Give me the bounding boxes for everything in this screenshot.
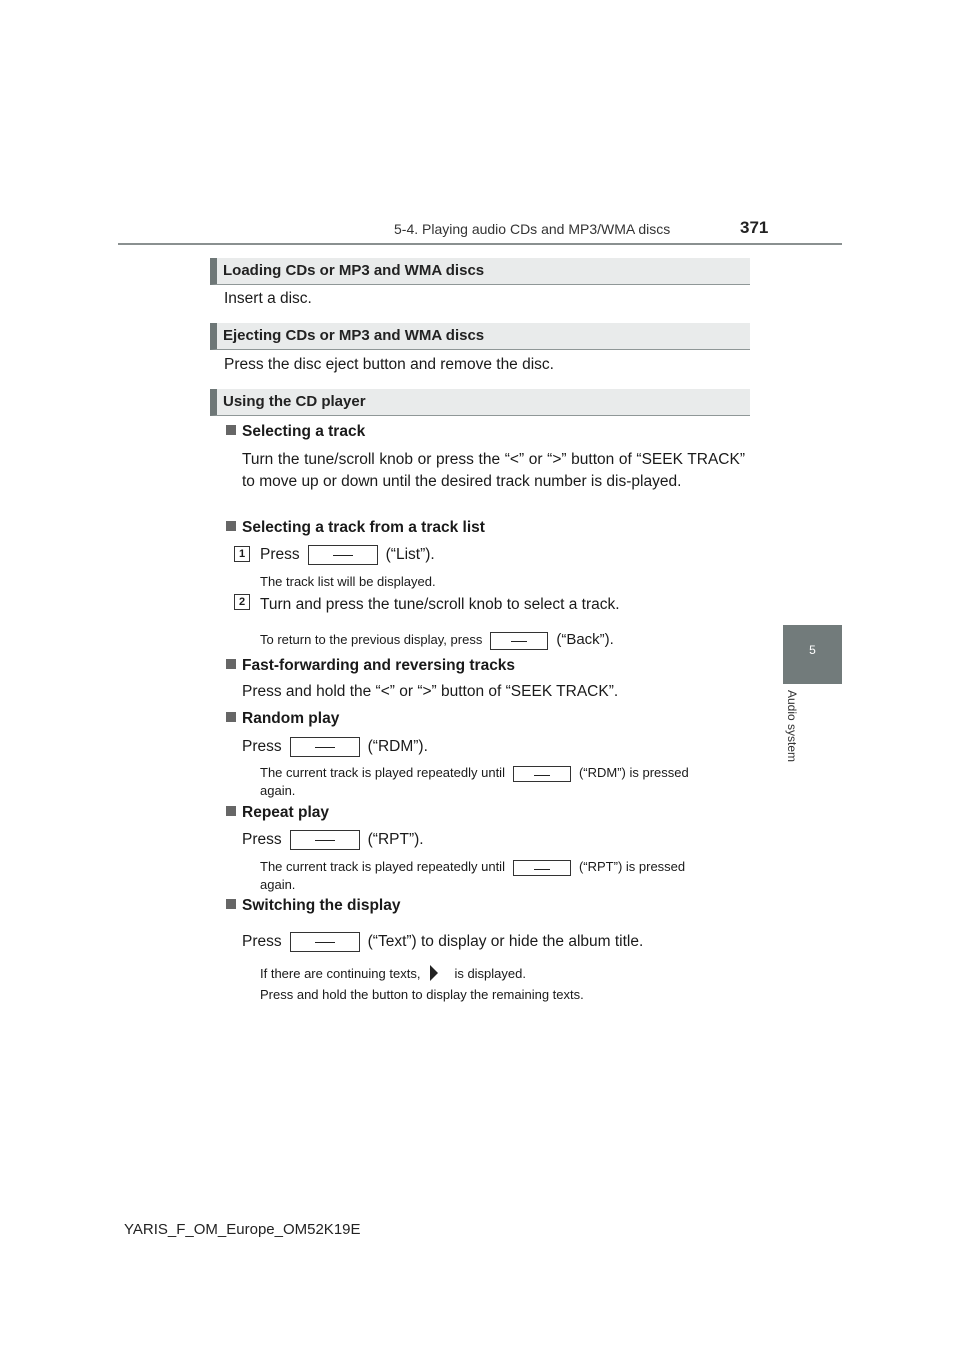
square-bullet-icon bbox=[226, 712, 236, 722]
step1-note: The track list will be displayed. bbox=[260, 574, 436, 589]
chapter-title: 5-4. Playing audio CDs and MP3/WMA discs bbox=[394, 221, 671, 237]
select-track-text: Turn the tune/scroll knob or press the “<” or “>” button of “SEEK TRACK” to move up or down until the desired track number is dis-played. bbox=[242, 451, 745, 490]
fast-forward-text: Press and hold the “<” or “>” button of “SEEK TRACK”. bbox=[242, 683, 619, 700]
random-note: The current track is played repeatedly until (“RDM”) is pressed again. bbox=[260, 765, 689, 798]
step2-instruction: Turn and press the tune/scroll knob to select a track. bbox=[260, 596, 620, 613]
section-heading-using: Using the CD player bbox=[210, 389, 750, 416]
switch-display-note2: Press and hold the button to display the remaining texts. bbox=[260, 987, 584, 1002]
step2-note: To return to the previous display, press (“Back”). bbox=[260, 631, 614, 648]
page-number: 371 bbox=[740, 218, 769, 237]
square-bullet-icon bbox=[226, 425, 236, 435]
section-heading-loading: Loading CDs or MP3 and WMA discs bbox=[210, 258, 750, 285]
rpt-button[interactable] bbox=[290, 830, 360, 850]
rpt-button-ref[interactable] bbox=[513, 860, 571, 876]
chapter-tab-label: Audio system bbox=[785, 690, 799, 763]
square-bullet-icon bbox=[226, 806, 236, 816]
square-bullet-icon bbox=[226, 899, 236, 909]
item-title-repeat: Repeat play bbox=[226, 804, 329, 822]
section-heading-ejecting: Ejecting CDs or MP3 and WMA discs bbox=[210, 323, 750, 350]
item-title-select-track: Selecting a track bbox=[226, 423, 365, 441]
item-title-track-list: Selecting a track from a track list bbox=[226, 519, 485, 537]
repeat-instruction: Press (“RPT”). bbox=[242, 831, 424, 849]
random-instruction: Press (“RDM”). bbox=[242, 738, 428, 756]
item-title-switch-display: Switching the display bbox=[226, 897, 400, 915]
item-title-random: Random play bbox=[226, 710, 339, 728]
step-number-1: 1 bbox=[234, 546, 250, 562]
step1-instruction: Press (“List”). bbox=[260, 546, 435, 564]
document-id: YARIS_F_OM_Europe_OM52K19E bbox=[124, 1221, 361, 1238]
chapter-tab-number: 5 bbox=[809, 643, 816, 657]
continue-arrow-icon bbox=[430, 965, 438, 981]
text-button[interactable] bbox=[290, 932, 360, 952]
step-number-2: 2 bbox=[234, 594, 250, 610]
loading-text: Insert a disc. bbox=[224, 290, 312, 307]
ejecting-text: Press the disc eject button and remove the disc. bbox=[224, 356, 554, 373]
square-bullet-icon bbox=[226, 659, 236, 669]
item-title-fast-forward: Fast-forwarding and reversing tracks bbox=[226, 657, 515, 675]
chapter-tab-label-wrap bbox=[785, 690, 803, 790]
back-button[interactable] bbox=[490, 632, 548, 650]
switch-display-instruction: Press (“Text”) to display or hide the album title. bbox=[242, 933, 644, 951]
rdm-button-ref[interactable] bbox=[513, 766, 571, 782]
switch-display-note1: If there are continuing texts, is displayed. bbox=[260, 966, 526, 981]
rdm-button[interactable] bbox=[290, 737, 360, 757]
header-rule bbox=[118, 243, 842, 245]
list-button[interactable] bbox=[308, 545, 378, 565]
repeat-note: The current track is played repeatedly until (“RPT”) is pressed again. bbox=[260, 859, 686, 892]
square-bullet-icon bbox=[226, 521, 236, 531]
